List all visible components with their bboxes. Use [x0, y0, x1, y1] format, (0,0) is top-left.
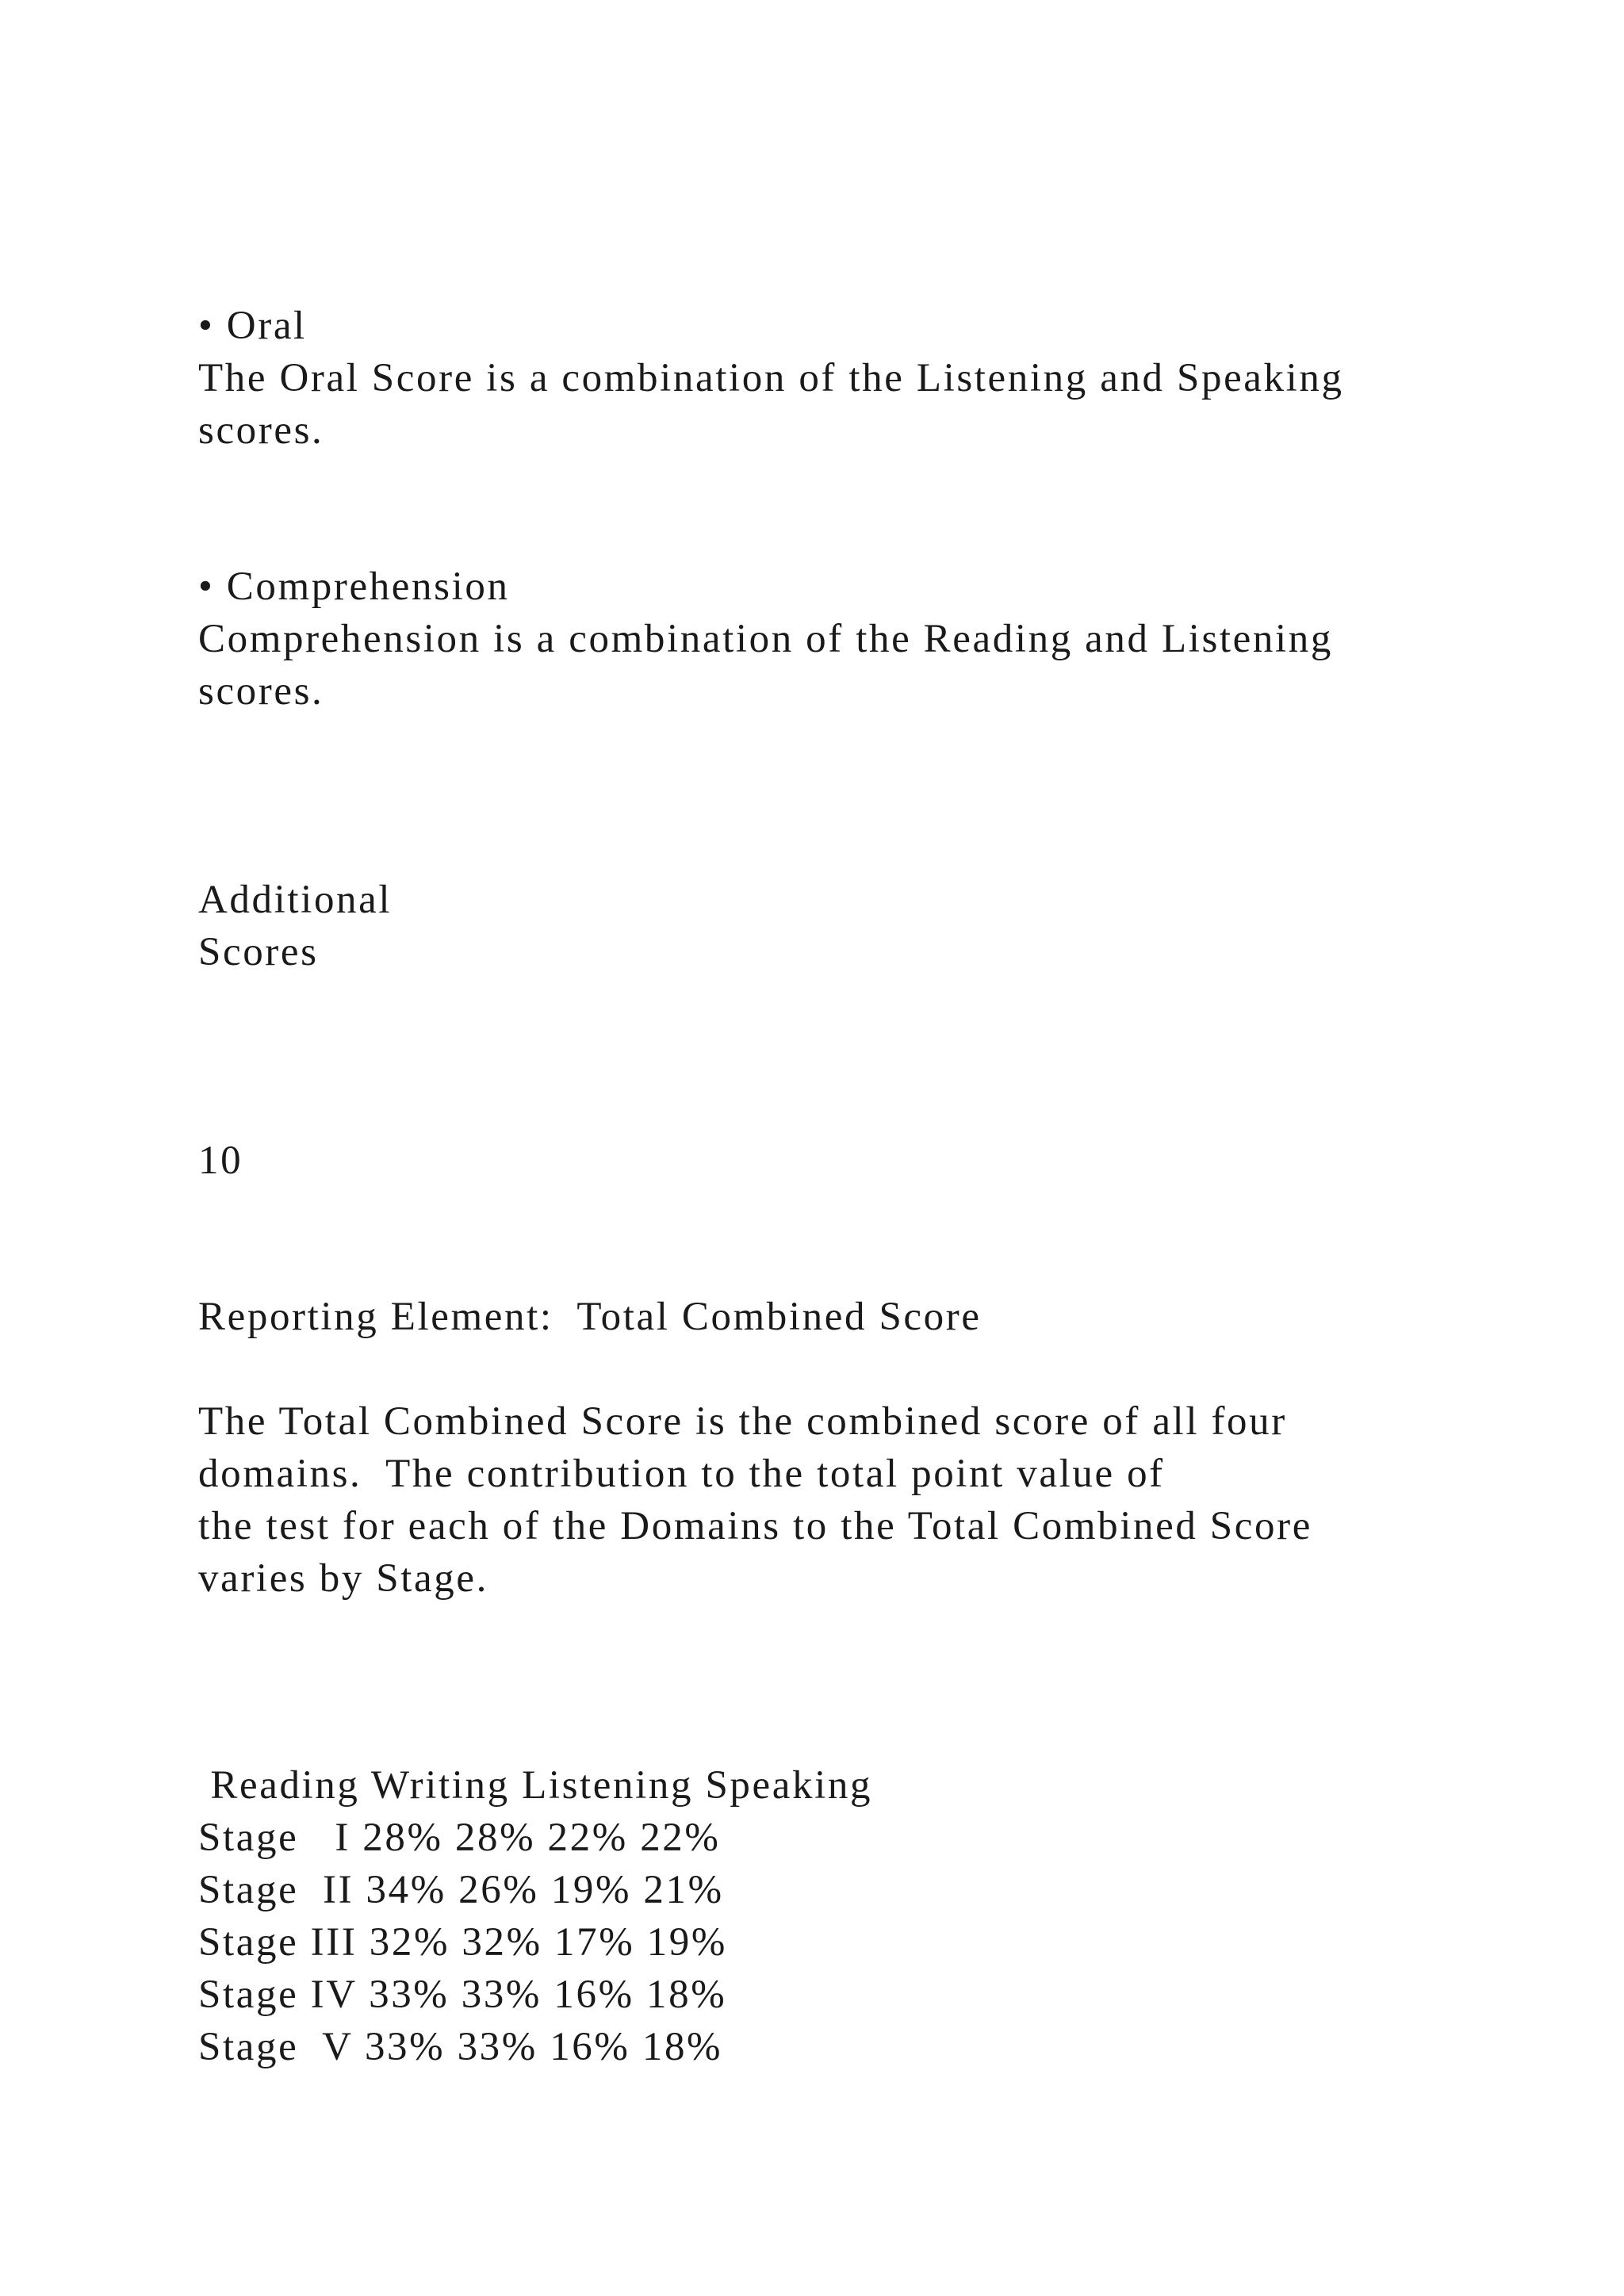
stage-table-row: Stage IV 33% 33% 16% 18%	[198, 1973, 727, 2017]
stage-table-row: Stage II 34% 26% 19% 21%	[198, 1868, 724, 1912]
reporting-element-line-4: varies by Stage.	[198, 1556, 488, 1601]
comprehension-description-line-1: Comprehension is a combination of the Reading and Listening	[198, 617, 1333, 661]
stage-table-row: Stage I 28% 28% 22% 22%	[198, 1816, 721, 1860]
reporting-element-line-3: the test for each of the Domains to the Total Combined Score	[198, 1504, 1312, 1548]
stage-table-row: Stage III 32% 32% 17% 19%	[198, 1920, 727, 1965]
oral-description-line-1: The Oral Score is a combination of the Listening and Speaking	[198, 356, 1344, 400]
page-number: 10	[198, 1138, 243, 1183]
comprehension-bullet: • Comprehension	[198, 564, 510, 609]
oral-bullet: • Oral	[198, 304, 307, 348]
reporting-element-line-1: The Total Combined Score is the combined score of all four	[198, 1399, 1287, 1444]
additional-scores-heading-line-2: Scores	[198, 930, 319, 974]
stage-table-header: Reading Writing Listening Speaking	[198, 1763, 873, 1808]
comprehension-description-line-2: scores.	[198, 669, 324, 714]
oral-description-line-2: scores.	[198, 408, 324, 453]
additional-scores-heading-line-1: Additional	[198, 878, 393, 922]
reporting-element-heading: Reporting Element: Total Combined Score	[198, 1295, 982, 1339]
reporting-element-line-2: domains. The contribution to the total point value of	[198, 1452, 1165, 1496]
stage-table-row: Stage V 33% 33% 16% 18%	[198, 2025, 723, 2069]
